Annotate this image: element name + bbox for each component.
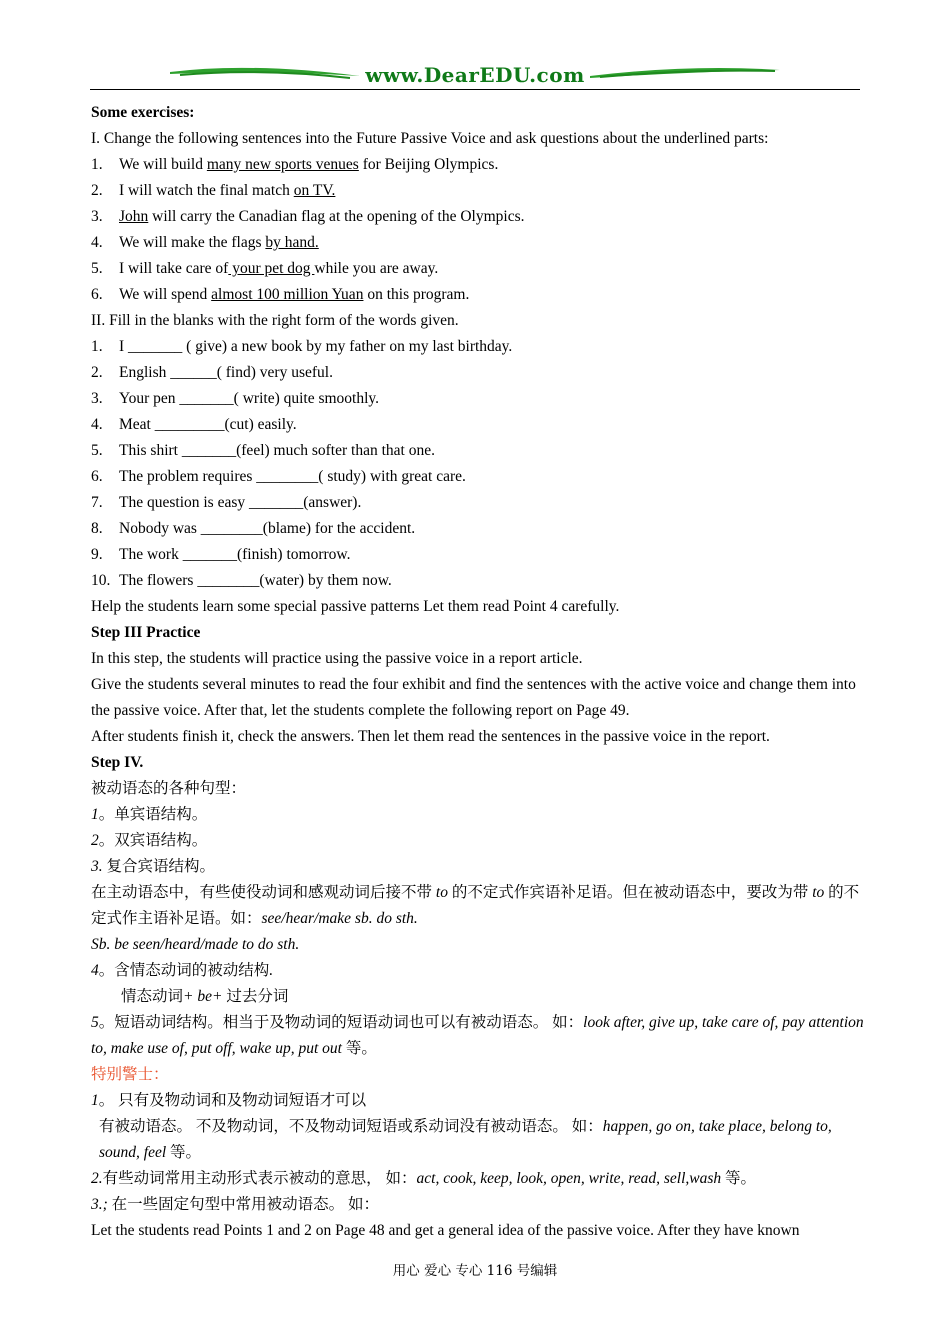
pattern-formula bbox=[91, 984, 866, 1010]
item-number: 5. bbox=[91, 260, 103, 277]
description-text: to bbox=[812, 884, 825, 901]
part2-item bbox=[91, 412, 866, 438]
item-number: 4 bbox=[91, 962, 99, 979]
underlined-part: by hand. bbox=[265, 234, 319, 251]
part2-item bbox=[91, 386, 866, 412]
item-text: The flowers ________(water) by them now. bbox=[119, 572, 392, 589]
warning-heading: 特别警士： bbox=[91, 1066, 169, 1083]
item-number: 2. bbox=[91, 1170, 103, 1187]
item-number: 2. bbox=[91, 364, 103, 381]
example-text: act, cook, keep, look, open, write, read, sell,wash bbox=[416, 1170, 722, 1187]
step3-heading: Step III Practice bbox=[91, 624, 201, 641]
item-number: 6. bbox=[91, 286, 103, 303]
item-text: Nobody was ________(blame) for the accident. bbox=[119, 520, 416, 537]
item-number: 3. bbox=[91, 390, 103, 407]
item-text: The problem requires ________( study) with great care. bbox=[119, 468, 466, 485]
item-number: 4. bbox=[91, 234, 103, 251]
warning-item-continuation bbox=[91, 1114, 866, 1166]
part2-item bbox=[91, 438, 866, 464]
item-text: while you are away. bbox=[314, 260, 439, 277]
item-text: 等。 bbox=[166, 1144, 202, 1161]
item-number: 8. bbox=[91, 520, 103, 537]
formula-text: + be+ bbox=[183, 988, 223, 1005]
item-text: 有些动词常用主动形式表示被动的意思， 如： bbox=[102, 1170, 417, 1187]
step3-paragraph: Give the students several minutes to read the four exhibit and find the sentences with the active voice and change them into the passive voice. After that, let the students complete the following report on Page 49. bbox=[91, 676, 856, 719]
item-text: We will make the flags bbox=[119, 234, 266, 251]
item-text: . bbox=[269, 962, 274, 979]
site-logo-text[interactable]: www.DearEDU.com bbox=[365, 63, 585, 87]
pattern-item bbox=[91, 854, 866, 880]
description-text: to bbox=[435, 884, 448, 901]
item-number: 2. bbox=[91, 182, 103, 199]
description-text: 在主动语态中，有些使役动词和感观动词后接不带 bbox=[91, 884, 436, 901]
part2-item bbox=[91, 490, 866, 516]
part2-list bbox=[91, 334, 866, 594]
item-number: 6. bbox=[91, 468, 103, 485]
part1-item bbox=[91, 152, 866, 178]
description-text: 的不定式作宾语补足语。但在被动语态中，要改为带 bbox=[447, 884, 813, 901]
item-text: 。单宾语结构。 bbox=[98, 806, 208, 823]
item-text: will carry the Canadian flag at the opening of the Olympics. bbox=[148, 208, 525, 225]
item-number: 1 bbox=[91, 806, 99, 823]
part2-item bbox=[91, 334, 866, 360]
item-text: English ______( find) very useful. bbox=[119, 364, 333, 381]
step4-intro: 被动语态的各种句型： bbox=[91, 780, 247, 797]
part2-item bbox=[91, 464, 866, 490]
item-number: 5. bbox=[91, 442, 103, 459]
part1-item bbox=[91, 178, 866, 204]
warning-item bbox=[91, 1166, 866, 1192]
item-number: 4. bbox=[91, 416, 103, 433]
underlined-part: many new sports venues bbox=[206, 156, 359, 173]
part1-item bbox=[91, 282, 866, 308]
closing-paragraph: Let the students read Points 1 and 2 on Page 48 and get a general idea of the passive voice. After they have known bbox=[91, 1222, 800, 1239]
underlined-part: your pet dog bbox=[228, 260, 315, 277]
item-text: 有被动语态。 不及物动词，不及物动词短语或系动词没有被动语态。 如： bbox=[99, 1118, 603, 1135]
warning-item bbox=[91, 1192, 866, 1218]
pattern-item bbox=[91, 828, 866, 854]
part1-item bbox=[91, 204, 866, 230]
part2-item bbox=[91, 516, 866, 542]
document-body bbox=[91, 100, 866, 1244]
header-rule bbox=[90, 89, 860, 90]
part1-item bbox=[91, 256, 866, 282]
item-text: 等。 bbox=[341, 1040, 377, 1057]
pattern-example: Sb. be seen/heard/made to do sth. bbox=[91, 936, 300, 953]
section-title: Some exercises: bbox=[91, 104, 195, 121]
item-text: I _______ ( give) a new book by my father on my last birthday. bbox=[119, 338, 513, 355]
formula-text: 情态动词 bbox=[121, 988, 184, 1005]
step3-paragraph: After students finish it, check the answers. Then let them read the sentences in the passive voice in the report. bbox=[91, 728, 770, 745]
formula-text: 过去分词 bbox=[222, 988, 289, 1005]
item-text: for Beijing Olympics. bbox=[358, 156, 499, 173]
page-footer: 用心 爱心 专心 116 号编辑 bbox=[392, 1263, 558, 1279]
item-number: 3. bbox=[91, 858, 103, 875]
item-text: 。双宾语结构。 bbox=[98, 832, 208, 849]
pattern-item bbox=[91, 802, 866, 828]
example-text: look after, give up, take care of, pay attention to, make use of, put off, wake up, put out bbox=[91, 1014, 864, 1057]
pattern-item bbox=[91, 1010, 866, 1062]
help-line: Help the students learn some special passive patterns Let them read Point 4 carefully. bbox=[91, 598, 620, 615]
item-number: 10. bbox=[91, 572, 111, 589]
item-text: I will take care of bbox=[119, 260, 229, 277]
item-text: We will build bbox=[119, 156, 207, 173]
underlined-part: John bbox=[119, 208, 149, 225]
item-text: 。含情态动词的被动结构 bbox=[98, 962, 270, 979]
example-text: see/hear/make sb. do sth. bbox=[261, 910, 418, 927]
item-text: Your pen _______( write) quite smoothly. bbox=[119, 390, 380, 407]
item-text: 等。 bbox=[721, 1170, 757, 1187]
item-text: The question is easy _______(answer). bbox=[119, 494, 362, 511]
part1-list bbox=[91, 152, 866, 308]
item-text: Meat _________(cut) easily. bbox=[119, 416, 297, 433]
item-text: 在一些固定句型中常用被动语态。 如： bbox=[107, 1196, 380, 1213]
underlined-part: almost 100 million Yuan bbox=[211, 286, 364, 303]
item-number: 1. bbox=[91, 156, 103, 173]
item-number: 5 bbox=[91, 1014, 99, 1031]
item-text: We will spend bbox=[119, 286, 212, 303]
part2-item bbox=[91, 542, 866, 568]
part1-item bbox=[91, 230, 866, 256]
part1-instruction: I. Change the following sentences into the Future Passive Voice and ask questions about the underlined parts: bbox=[91, 130, 769, 147]
item-text: 。 只有及物动词和及物动词短语才可以 bbox=[98, 1092, 367, 1109]
item-number: 9. bbox=[91, 546, 103, 563]
part2-item bbox=[91, 360, 866, 386]
item-text: on this program. bbox=[363, 286, 470, 303]
step4-heading: Step IV. bbox=[91, 754, 144, 771]
item-number: 1 bbox=[91, 1092, 99, 1109]
pattern-description bbox=[91, 880, 866, 932]
part2-item bbox=[91, 568, 866, 594]
item-number: 7. bbox=[91, 494, 103, 511]
description-text: 的不定式作主语补足语。如： bbox=[91, 884, 860, 927]
example-text: happen, go on, take place, belong to, sound, feel bbox=[99, 1118, 832, 1161]
item-number: 2 bbox=[91, 832, 99, 849]
item-number: 3. bbox=[91, 208, 103, 225]
item-number: 1. bbox=[91, 338, 103, 355]
step3-paragraph: In this step, the students will practice using the passive voice in a report article. bbox=[91, 650, 583, 667]
site-header bbox=[90, 60, 860, 90]
part2-instruction: II. Fill in the blanks with the right form of the words given. bbox=[91, 312, 459, 329]
item-text: 。短语动词结构。相当于及物动词的短语动词也可以有被动语态。 如： bbox=[98, 1014, 584, 1031]
item-text: This shirt _______(feel) much softer than that one. bbox=[119, 442, 435, 459]
underlined-part: on TV. bbox=[293, 182, 336, 199]
item-text: The work _______(finish) tomorrow. bbox=[119, 546, 351, 563]
warning-item bbox=[91, 1088, 866, 1114]
item-text: 复合宾语结构。 bbox=[102, 858, 216, 875]
item-text: I will watch the final match bbox=[119, 182, 294, 199]
pattern-item bbox=[91, 958, 866, 984]
item-number: 3.; bbox=[91, 1196, 108, 1213]
